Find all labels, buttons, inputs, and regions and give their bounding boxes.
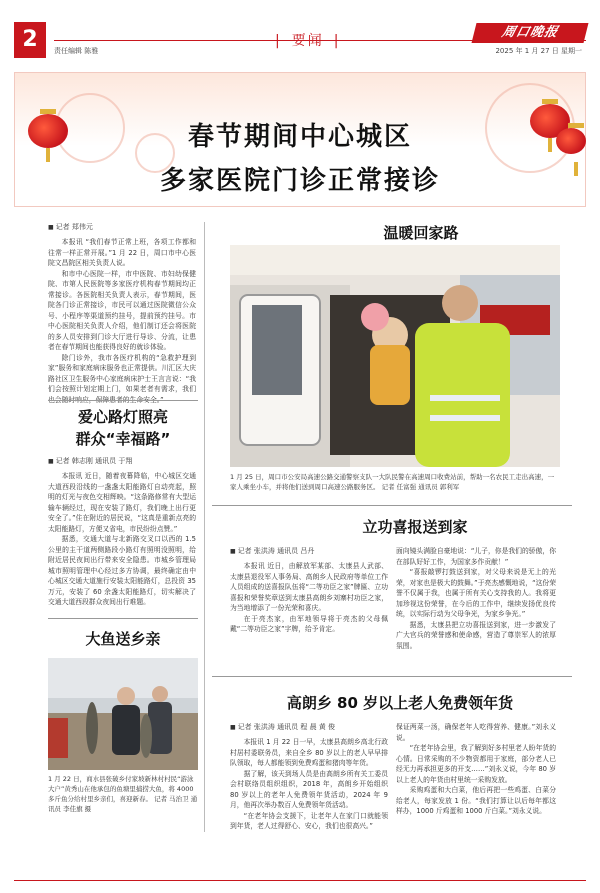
lead-paragraph: 本报讯 “我们春节正常上班，各项工作都和往常一样正常开展。”1 月 22 日，周口市中心医院文昌院区相关负责人说。 — [48, 238, 196, 267]
elder-byline: ■ 记者 张洪涛 通讯员 程 晨 黄 俊 — [230, 722, 388, 732]
warm-home-headline: 温暖回家路 — [383, 224, 459, 242]
fish-caption-text: 1 月 22 日，商水县张破乡付家坡新林村村民“游泳大户”黄秀山在他承包的鱼塘里捕捞大鱼，将 4000 多斤鱼分给村里乡亲们，喜迎新春。 — [48, 775, 194, 803]
warm-home-caption — [230, 472, 560, 492]
fish-headline: 大鱼送乡亲 — [85, 630, 161, 648]
newspaper-logo: 周口晚报 — [472, 23, 589, 43]
lead-byline: ■ 记者 郑伟元 — [48, 222, 196, 232]
warm-home-caption-text: 1 月 25 日，周口市公安局高速公路交通警察支队一大队民警在高速周口收费站前，帮助一名农民工走出高速，一家人乘坐小车，并将他们送到周口高速公路服务区。 — [230, 473, 555, 491]
elder-paragraph: 据了解，该天到场人员是由高朗乡所有关工委员会村联络员组织组织，2018 年，高朗乡开始组织 80 岁以上的老年人免费领年货活动，2024 年 9 月，他再次举办数百人免费领年货活动。 — [230, 769, 388, 809]
divider — [48, 400, 198, 401]
award-paragraph: “喜报敲锣打鼓送到家，对父母来说是无上的光荣，对家也是极大的鼓舞。”于亮杰感慨地说，“这份荣誉不仅属于我，也属于所有关心支持我的人。我将更加珍视这份荣誉，在今后的工作中，继续发扬优良传统，以实际行动为父母争光，为家乡争光。” — [396, 568, 556, 618]
fish-credit: 记者 马治卫 通讯员 李佳旗 摄 — [48, 795, 198, 813]
divider — [48, 618, 198, 619]
lamp-article — [48, 456, 196, 616]
award-paragraph: 面向镜头满脸自豪地说：“儿子，你是我们的骄傲，你在部队好好工作，为国家多作贡献！” — [396, 547, 556, 566]
award-article-right — [396, 546, 556, 670]
lamp-headline-line2: 群众“幸福路” — [75, 430, 171, 448]
elder-article-left — [230, 722, 388, 834]
lead-headline-line1: 春节期间中心城区 — [187, 122, 412, 152]
divider — [212, 505, 572, 506]
warm-home-credit: 记者 任富强 通讯员 郭利军 — [381, 483, 460, 491]
section-title: | 要闻 | — [275, 33, 341, 49]
lead-article — [48, 222, 196, 404]
header-rule — [54, 40, 586, 41]
lead-paragraph: 和市中心医院一样，市中医院、市妇幼保健院、市第人民医院等多家医疗机构春节期间均正常接诊。各医院相关负责人表示，春节期间，医院各门诊正常接诊，市民可以通过医院微信公众号、小程序等渠道预约挂号，提前预约挂号。市中心医院相关负责人介绍，他们制订还会将医院的多人员安排到门诊大厅进行导诊、分流，让患者在春节期间也能获得良好的就诊体验。 — [48, 269, 196, 351]
editors-line: 责任编辑 陈雅 — [54, 47, 99, 55]
lamp-paragraph: 本报讯 近日，随着夜幕降临，中心城区交通大道西段沿线的一盏盏太阳能路灯自动亮起，照明的灯光与夜色交相辉映。“这条路修常有大型运输车辆经过，现在安装了路灯，我们晚上出行更安全了。”住在附近的居民说，“这真是重新点亮的太阳能路灯，方便又省电，市民纷纷点赞。” — [48, 472, 196, 533]
lead-headline-line2: 多家医院门诊正常接诊 — [159, 166, 440, 196]
award-paragraph: 在于亮杰家，由军地领导将于亮杰的父母佩戴“二等功臣之家”字牌，给予肯定。 — [230, 614, 388, 633]
fish-photo — [48, 658, 198, 770]
elder-article-right — [396, 722, 556, 834]
footer-rule — [14, 880, 586, 881]
section-label: 要闻 — [291, 33, 324, 49]
award-byline: ■ 记者 张洪涛 通讯员 吕丹 — [230, 546, 388, 556]
divider — [212, 676, 572, 677]
elder-headline: 高朗乡 80 岁以上老人免费领年货 — [286, 694, 514, 712]
lead-paragraph: 除门诊外，我市各医疗机构的“急救护理到家”服务和家庭病床服务也正常提供。川汇区大庆路社区卫生服务中心家庭病床护士王言言说：“我们会按照计划定期上门，如果老者有需求，我们也会随时响应，保障患者的生命安全。” — [48, 353, 196, 404]
lamp-paragraph: 据悉，交通大道与北新路交叉口以西的 1.5 公里的主干道两侧路段小路灯有照明没照明，给附近居民夜间出行带来安全隐患。市城乡管理局城市照明管理中心经过多方协调，最终确定由中心城区交通大道施行安装太阳能路灯，总投资 35 万元，安装了 60 余盏太阳能路灯，切实解决了交通大道西段群众夜间出行难题。 — [48, 535, 196, 606]
fish-caption — [48, 774, 198, 814]
elder-paragraph: “在老年协会支援下，让老年人在家门口就能领到年货，老人过得舒心、安心，我们也很高兴。” — [230, 811, 388, 830]
warm-home-photo — [230, 245, 560, 467]
award-headline: 立功喜报送到家 — [362, 518, 468, 536]
award-paragraph: 据悉，太康县把立功喜报送到家，进一步激发了广大官兵的荣誉感和使命感，营造了尊崇军人的浓厚氛围。 — [396, 620, 556, 650]
elder-paragraph: “在老年协会里，我了解到好多村里老人盼年货的心情。日常采购的不少物资都用于家庭，部分老人已经无力再承担更多的开支……”刘永义说，今年 80 岁以上老人的年货由村里统一采购发放。 — [396, 744, 556, 784]
elder-paragraph: 本报讯 1 月 22 日一早，太康县高朗乡高北行政村居村委联务员，来自全乡 80 岁以上的老人早早排队领取，每人都能领到免费鸡蛋和猪肉等年货。 — [230, 738, 388, 767]
elder-paragraph: 采购鸡蛋和大白菜，他后再把一些鸡蛋、白菜分给老人，每家发放 1 份。“我们打算让以后每年都这样办，1000 斤鸡蛋和 1000 斤白菜。”刘永义说。 — [396, 786, 556, 815]
lamp-byline: ■ 记者 韩志刚 通讯员 于翔 — [48, 456, 196, 466]
page-number: 2 — [14, 22, 46, 58]
elder-paragraph: 保证两菜一汤，确保老年人吃得营养、健康。”刘永义说。 — [396, 723, 556, 742]
lamp-headline-line1: 爱心路灯照亮 — [77, 408, 168, 426]
column-divider — [204, 222, 205, 832]
award-article-left — [230, 546, 388, 670]
page-header — [0, 0, 600, 64]
award-paragraph: 本报讯 近日，由解放军某部、太康县人武部、太康县退役军人事务局、高朗乡人民政府等单位工作人员组成的送喜报队伍将“二等功臣之家”牌匾、立功喜报和荣誉奖章送到太康县高朗乡刘寨村功臣之家，为当地增添了一份光荣和喜庆。 — [230, 562, 388, 612]
issue-date: 2025 年 1 月 27 日 星期一 — [495, 47, 582, 55]
